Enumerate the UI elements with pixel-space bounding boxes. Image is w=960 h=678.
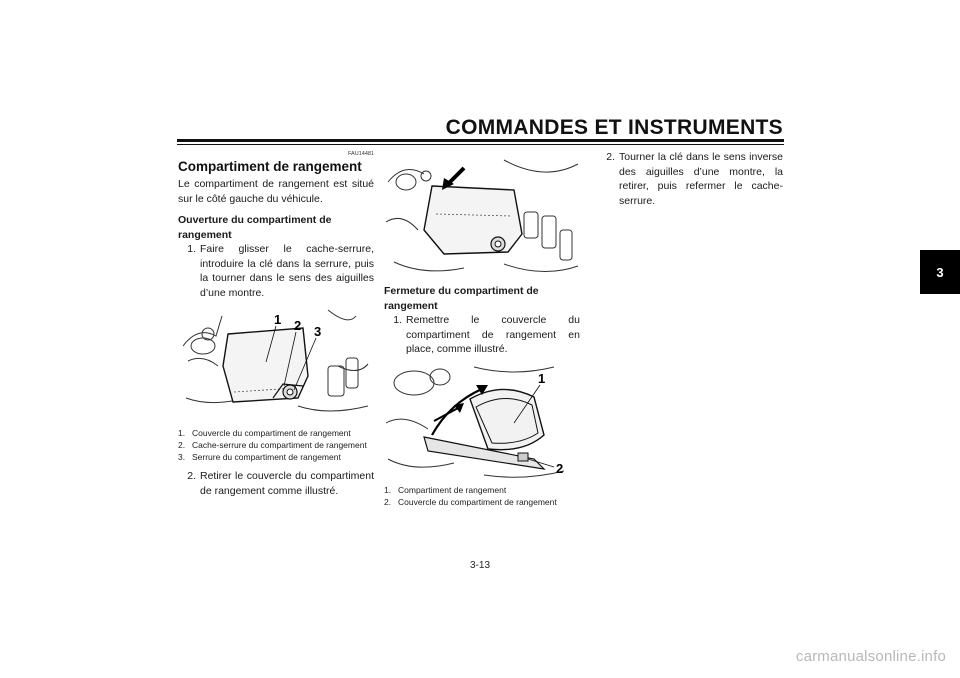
section-title: Compartiment de rangement xyxy=(178,159,362,174)
step-close-2 xyxy=(597,150,783,208)
caption-number: 2. xyxy=(178,440,186,450)
caption-number: 1. xyxy=(178,428,186,438)
figure-lock-cover xyxy=(178,306,374,424)
figure-callout-2: 2 xyxy=(294,318,302,333)
page-number: 3-13 xyxy=(469,560,490,571)
intro-paragraph: Le compartiment de rangement est situé sur le côté gauche du véhicule. xyxy=(178,178,374,205)
step-open-2 xyxy=(178,469,374,498)
chapter-tab: 3 xyxy=(920,250,960,294)
figure-storage-compartment xyxy=(384,363,580,481)
step-close-1 xyxy=(384,313,580,357)
subhead-closing: Fermeture du compartiment de rangement xyxy=(384,285,539,312)
step-number: 1. xyxy=(393,314,402,326)
caption-item xyxy=(178,428,374,439)
step-number: 1. xyxy=(187,243,196,255)
caption-number: 3. xyxy=(178,452,186,462)
column-right xyxy=(597,150,783,208)
watermark: carmanualsonline.info xyxy=(795,648,946,665)
figure-callout-1: 1 xyxy=(538,370,546,386)
step-text: Remettre le couvercle du compartiment de rangement en place, comme illustré. xyxy=(406,314,580,355)
caption-text: Cache-serrure du compartiment de rangement xyxy=(192,440,367,450)
caption-text: Serrure du compartiment de rangement xyxy=(192,452,341,462)
reference-code: FAU14481 xyxy=(348,151,374,157)
step-text: Retirer le couvercle du compartiment de rangement comme illustré. xyxy=(200,470,374,497)
figure-captions-left xyxy=(178,428,374,463)
caption-text: Compartiment de rangement xyxy=(398,484,507,495)
caption-text: Couvercle du compartiment de rangement xyxy=(192,428,351,438)
step-text: Tourner la clé dans le sens inverse des aiguilles d’une montre, la retirer, puis refermer le cache-serrure. xyxy=(619,151,783,207)
illustration-storage-compartment xyxy=(384,363,580,481)
illustration-storage-lock xyxy=(178,306,374,424)
figure-callout-2: 2 xyxy=(556,460,564,476)
illustration-cover-removal xyxy=(384,152,580,280)
caption-item xyxy=(178,440,374,451)
subhead-opening: Ouverture du compartiment de rangement xyxy=(178,214,332,241)
caption-item xyxy=(178,452,374,463)
figure-callout-3: 3 xyxy=(314,324,322,339)
caption-number: 2. xyxy=(384,496,392,507)
figure-cover-removal xyxy=(384,152,580,280)
header-rule-thin xyxy=(177,144,784,145)
figure-callout-1: 1 xyxy=(274,312,282,327)
caption-number: 1. xyxy=(384,484,392,495)
caption-item xyxy=(384,497,580,508)
step-number: 2. xyxy=(606,151,615,163)
column-middle xyxy=(384,150,580,509)
page-header-title: COMMANDES ET INSTRUMENTS xyxy=(445,116,783,139)
column-left xyxy=(178,150,374,498)
caption-item xyxy=(384,485,580,496)
header-rule-thick xyxy=(177,139,784,142)
figure-captions-middle xyxy=(384,485,580,508)
step-text: Faire glisser le cache-serrure, introduire la clé dans la serrure, puis la tourner dans le sens des aiguilles d’une montre. xyxy=(200,243,374,299)
caption-text: Couvercle du compartiment de rangement xyxy=(398,496,557,507)
step-number: 2. xyxy=(187,470,196,482)
step-open-1 xyxy=(178,242,374,300)
